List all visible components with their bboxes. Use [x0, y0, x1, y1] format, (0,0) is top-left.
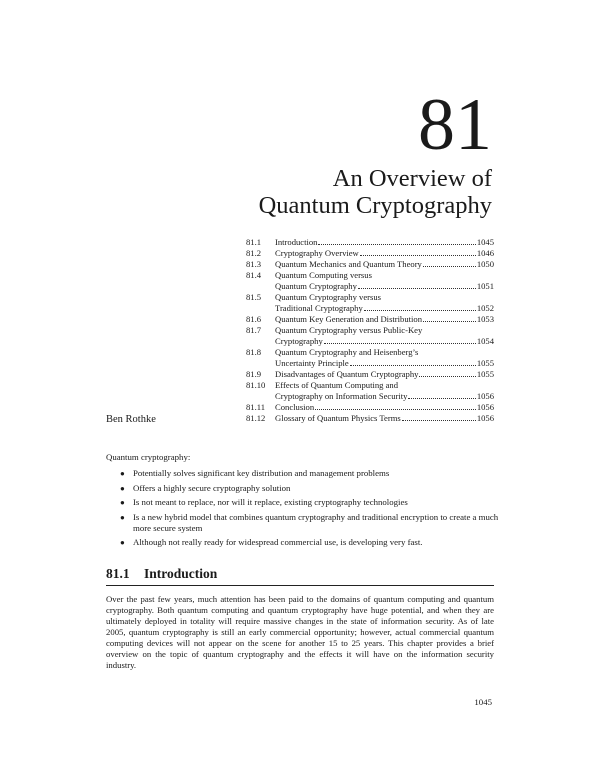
bullet-icon: ●: [120, 483, 125, 493]
toc-entry-title: Cryptography Overview: [275, 248, 359, 258]
toc-leader-dots: [423, 259, 476, 267]
toc-entry-page: 1056: [476, 402, 494, 412]
bullet-item: [120, 537, 500, 548]
toc-entry-title: Traditional Cryptography: [275, 303, 363, 313]
bullet-text: Potentially solves significant key distribution and management problems: [133, 468, 390, 478]
toc-entry-title: Effects of Quantum Computing and: [275, 380, 398, 390]
toc-leader-dots: [408, 391, 475, 399]
bullet-item: [120, 468, 500, 479]
toc-entry-number: 81.1: [246, 237, 262, 247]
toc-entry-title: Quantum Cryptography and Heisenberg’s: [275, 347, 419, 357]
bullet-item: [120, 483, 500, 494]
bullet-text: Offers a highly secure cryptography solution: [133, 482, 291, 493]
section-heading: [106, 566, 217, 582]
toc-entry-page: 1054: [476, 336, 494, 346]
toc-entry-number: 81.10: [246, 380, 266, 390]
bullet-icon: ●: [120, 538, 125, 547]
toc-entry-number: 81.6: [246, 314, 262, 324]
toc-entry: [246, 413, 494, 424]
toc-leader-dots: [358, 281, 476, 289]
page-number: 1045: [474, 697, 492, 707]
toc-entry-page: 1056: [476, 391, 494, 401]
chapter-title-line-2: Quantum Cryptography: [258, 192, 492, 219]
toc-entry: [246, 347, 494, 369]
toc-leader-dots: [318, 237, 475, 245]
toc-leader-dots: [419, 369, 475, 377]
bullet-text: Although not really ready for widespread commercial use, is developing very fast.: [133, 537, 423, 547]
toc-entry-title: Glossary of Quantum Physics Terms: [275, 413, 401, 423]
intro-label: Quantum cryptography:: [106, 452, 191, 462]
table-of-contents: [246, 237, 494, 424]
author-name: Ben Rothke: [106, 414, 156, 425]
bullet-item: [120, 512, 500, 534]
toc-entry-title: Disadvantages of Quantum Cryptography: [275, 369, 419, 379]
toc-entry-page: 1050: [476, 259, 494, 269]
bullet-text: Is not meant to replace, nor will it replace, existing cryptography technologies: [133, 497, 408, 507]
toc-entry: [246, 380, 494, 402]
toc-entry-page: 1056: [476, 413, 494, 423]
toc-entry-title: Quantum Cryptography versus: [275, 292, 381, 302]
toc-entry-title: Conclusion: [275, 402, 315, 412]
toc-entry-number: 81.9: [246, 369, 262, 379]
chapter-title-line-1: An Overview of: [332, 165, 492, 192]
section-rule: [106, 585, 494, 586]
toc-leader-dots: [402, 413, 476, 421]
toc-entry: [246, 369, 494, 380]
bullet-icon: ●: [120, 512, 125, 522]
toc-entry-page: 1046: [476, 248, 494, 258]
toc-entry-title: Introduction: [275, 237, 318, 247]
toc-entry-title: Quantum Cryptography: [275, 281, 357, 291]
toc-entry: [246, 237, 494, 248]
toc-entry-page: 1052: [476, 303, 494, 313]
toc-entry-number: 81.5: [246, 292, 262, 302]
section-number: 81.1: [106, 566, 130, 581]
toc-entry: [246, 314, 494, 325]
chapter-number: 81: [418, 84, 492, 166]
bullet-text: Is a new hybrid model that combines quantum cryptography and traditional encryption to create a much more secure system: [133, 511, 499, 533]
toc-leader-dots: [364, 303, 476, 311]
toc-entry: [246, 292, 494, 314]
toc-entry-page: 1053: [476, 314, 494, 324]
toc-entry-page: 1051: [476, 281, 494, 291]
toc-entry-title: Quantum Computing versus: [275, 270, 372, 280]
toc-entry: [246, 259, 494, 270]
toc-leader-dots: [360, 248, 476, 256]
toc-entry-number: 81.2: [246, 248, 262, 258]
toc-entry: [246, 270, 494, 292]
toc-leader-dots: [324, 336, 476, 344]
toc-entry-title: Quantum Key Generation and Distribution: [275, 314, 423, 324]
toc-entry-number: 81.7: [246, 325, 262, 335]
toc-leader-dots: [423, 314, 476, 322]
toc-entry: [246, 248, 494, 259]
toc-entry-number: 81.4: [246, 270, 262, 280]
toc-entry-number: 81.12: [246, 413, 266, 423]
toc-entry: [246, 402, 494, 413]
toc-entry: [246, 325, 494, 347]
toc-entry-title: Quantum Cryptography versus Public-Key: [275, 325, 423, 335]
toc-entry-title: Uncertainty Principle: [275, 358, 349, 368]
section-paragraph: Over the past few years, much attention has been paid to the domains of quantum computing and quantum cryptography. Both quantum computing and quantum cryptography have huge potential, and when they are ultimately deployed in totality will require massive changes in the state of information security. As of late 2005, quantum cryptography is still an early commercial opportunity; however, actual commercial quantum computing devices will not appear on the scene for another 15 to 25 years. This chapter provides a brief overview on the topic of quantum cryptography and the effects it will have on the information security industry.: [106, 594, 494, 670]
toc-entry-title: Quantum Mechanics and Quantum Theory: [275, 259, 422, 269]
toc-entry-title: Cryptography: [275, 336, 323, 346]
intro-bullet-list: [120, 468, 500, 552]
toc-entry-title: Cryptography on Information Security: [275, 391, 408, 401]
toc-entry-page: 1055: [476, 358, 494, 368]
toc-entry-number: 81.3: [246, 259, 262, 269]
toc-entry-page: 1055: [476, 369, 494, 379]
toc-entry-number: 81.11: [246, 402, 266, 412]
toc-leader-dots: [350, 358, 476, 366]
toc-entry-page: 1045: [476, 237, 494, 247]
bullet-icon: ●: [120, 469, 125, 478]
bullet-icon: ●: [120, 498, 125, 507]
bullet-item: [120, 497, 500, 508]
toc-entry-number: 81.8: [246, 347, 262, 357]
section-title: Introduction: [144, 566, 218, 581]
chapter-title: [259, 165, 492, 219]
toc-leader-dots: [315, 402, 476, 410]
